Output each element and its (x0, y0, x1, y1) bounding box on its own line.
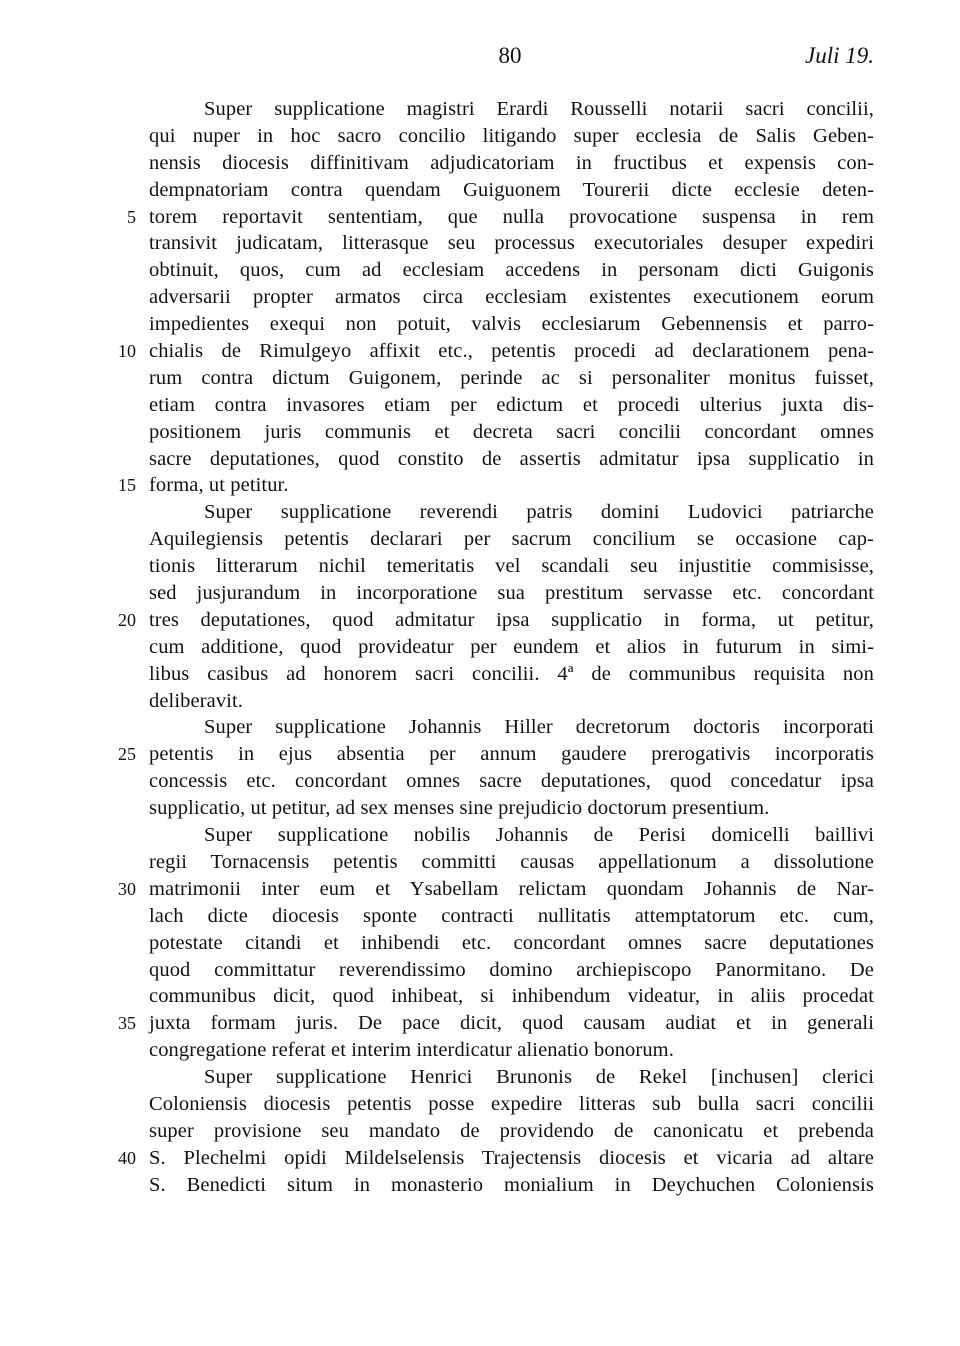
text-line (0, 526, 960, 553)
text-line (0, 768, 960, 795)
text-line (0, 150, 960, 177)
line-text: congregatione referat et interim interdicatur alienatio bonorum. (149, 1039, 674, 1062)
text-line (0, 849, 960, 876)
line-number: 5 (127, 206, 136, 227)
text-line (0, 822, 960, 849)
line-number: 40 (118, 1147, 136, 1168)
line-text: Coloniensis diocesis petentis posse expedire litteras sub bulla sacri concilii (149, 1092, 874, 1115)
text-line (0, 1064, 960, 1091)
line-text: transivit judicatam, litterasque seu processus executoriales desuper expediri (149, 232, 874, 255)
line-number: 30 (118, 878, 136, 899)
line-number: 20 (118, 609, 136, 630)
text-line (0, 634, 960, 661)
line-text: concessis etc. concordant omnes sacre deputationes, quod concedatur ipsa (149, 770, 874, 793)
text-line (0, 983, 960, 1010)
text-line (0, 795, 960, 822)
text-line (0, 446, 960, 473)
line-text: cum additione, quod provideatur per eundem et alios in futurum in simi- (149, 635, 874, 658)
line-text: dempnatoriam contra quendam Guiguonem Tourerii dicte ecclesie deten- (149, 178, 874, 201)
line-text: torem reportavit sententiam, que nulla provocatione suspensa in rem (149, 205, 874, 228)
line-text: tres deputationes, quod admitatur ipsa supplicatio in forma, ut petitur, (149, 608, 874, 631)
text-line (0, 1118, 960, 1145)
line-text: tionis litterarum nichil temeritatis vel scandali seu injustitie commisisse, (149, 555, 874, 578)
line-text: libus casibus ad honorem sacri concilii. 4ª de communibus requisita non (149, 662, 874, 685)
line-number: 10 (118, 341, 136, 362)
body-text (0, 96, 960, 1199)
text-line (0, 714, 960, 741)
text-line (0, 903, 960, 930)
line-text: obtinuit, quos, cum ad ecclesiam accedens in personam dicti Guigonis (149, 259, 874, 282)
text-line (0, 741, 960, 768)
text-line (0, 580, 960, 607)
line-number: 15 (118, 475, 136, 496)
text-line (0, 661, 960, 688)
line-text: impedientes exequi non potuit, valvis ecclesiarum Gebennensis et parro- (149, 313, 874, 336)
text-line (0, 1172, 960, 1199)
text-line (0, 284, 960, 311)
line-text: rum contra dictum Guigonem, perinde ac si personaliter monitus fuisset, (149, 366, 874, 389)
line-text: regii Tornacensis petentis committi causas appellationum a dissolutione (149, 850, 874, 873)
line-text: Super supplicatione reverendi patris domini Ludovici patriarche (204, 501, 874, 524)
line-text: matrimonii inter eum et Ysabellam relictam quondam Johannis de Nar- (149, 877, 874, 900)
line-text: super provisione seu mandato de providendo de canonicatu et prebenda (149, 1119, 874, 1142)
line-text: juxta formam juris. De pace dicit, quod causam audiat et in generali (149, 1012, 874, 1035)
line-text: adversarii propter armatos circa ecclesiam existentes executionem eorum (149, 286, 874, 309)
line-text: potestate citandi et inhibendi etc. concordant omnes sacre deputationes (149, 931, 874, 954)
line-text: sed jusjurandum in incorporatione sua prestitum servasse etc. concordant (149, 582, 874, 605)
page-number: 80 (498, 43, 522, 68)
line-number: 25 (118, 744, 136, 765)
line-text: S. Benedicti situm in monasterio monialium in Deychuchen Coloniensis (149, 1173, 874, 1196)
text-line (0, 876, 960, 903)
text-line (0, 607, 960, 634)
line-text: nensis diocesis diffinitivam adjudicatoriam in fructibus et expensis con- (149, 151, 874, 174)
line-text: lach dicte diocesis sponte contracti nullitatis attemptatorum etc. cum, (149, 904, 874, 927)
text-line (0, 1091, 960, 1118)
line-text: Super supplicatione Johannis Hiller decretorum doctoris incorporati (204, 716, 874, 739)
text-line (0, 96, 960, 123)
line-text: Aquilegiensis petentis declarari per sacrum concilium se occasione cap- (149, 528, 874, 551)
running-head: Juli 19. (805, 43, 874, 68)
text-line (0, 365, 960, 392)
text-line (0, 688, 960, 715)
text-line (0, 204, 960, 231)
line-text: deliberavit. (149, 689, 243, 712)
text-line (0, 177, 960, 204)
text-line (0, 499, 960, 526)
line-text: quod committatur reverendissimo domino archiepiscopo Panormitano. De (149, 958, 874, 981)
line-text: qui nuper in hoc sacro concilio litigando super ecclesia de Salis Geben- (149, 124, 874, 147)
line-text: supplicatio, ut petitur, ad sex menses sine prejudicio doctorum presentium. (149, 797, 770, 820)
line-text: sacre deputationes, quod constito de assertis admitatur ipsa supplicatio in (149, 447, 874, 470)
text-line (0, 1037, 960, 1064)
line-text: chialis de Rimulgeyo affixit etc., petentis procedi ad declarationem pena- (149, 340, 874, 363)
text-line (0, 930, 960, 957)
text-line (0, 392, 960, 419)
text-line (0, 338, 960, 365)
text-line (0, 311, 960, 338)
line-number: 35 (118, 1013, 136, 1034)
text-line (0, 419, 960, 446)
text-line (0, 1010, 960, 1037)
text-line (0, 257, 960, 284)
line-text: positionem juris communis et decreta sacri concilii concordant omnes (149, 420, 874, 443)
text-line (0, 1145, 960, 1172)
text-line (0, 230, 960, 257)
line-text: communibus dicit, quod inhibeat, si inhibendum videatur, in aliis procedat (149, 985, 874, 1008)
line-text: etiam contra invasores etiam per edictum et procedi ulterius juxta dis- (149, 393, 874, 416)
text-line (0, 553, 960, 580)
line-text: Super supplicatione magistri Erardi Rousselli notarii sacri concilii, (204, 98, 874, 120)
line-text: S. Plechelmi opidi Mildelselensis Trajectensis diocesis et vicaria ad altare (149, 1146, 874, 1169)
line-text: forma, ut petitur. (149, 474, 289, 497)
text-line (0, 957, 960, 984)
line-text: Super supplicatione nobilis Johannis de Perisi domicelli baillivi (204, 824, 874, 847)
line-text: petentis in ejus absentia per annum gaudere prerogativis incorporatis (149, 743, 874, 766)
line-text: Super supplicatione Henrici Brunonis de Rekel [inchusen] clerici (204, 1066, 874, 1089)
text-line (0, 123, 960, 150)
text-line (0, 472, 960, 499)
